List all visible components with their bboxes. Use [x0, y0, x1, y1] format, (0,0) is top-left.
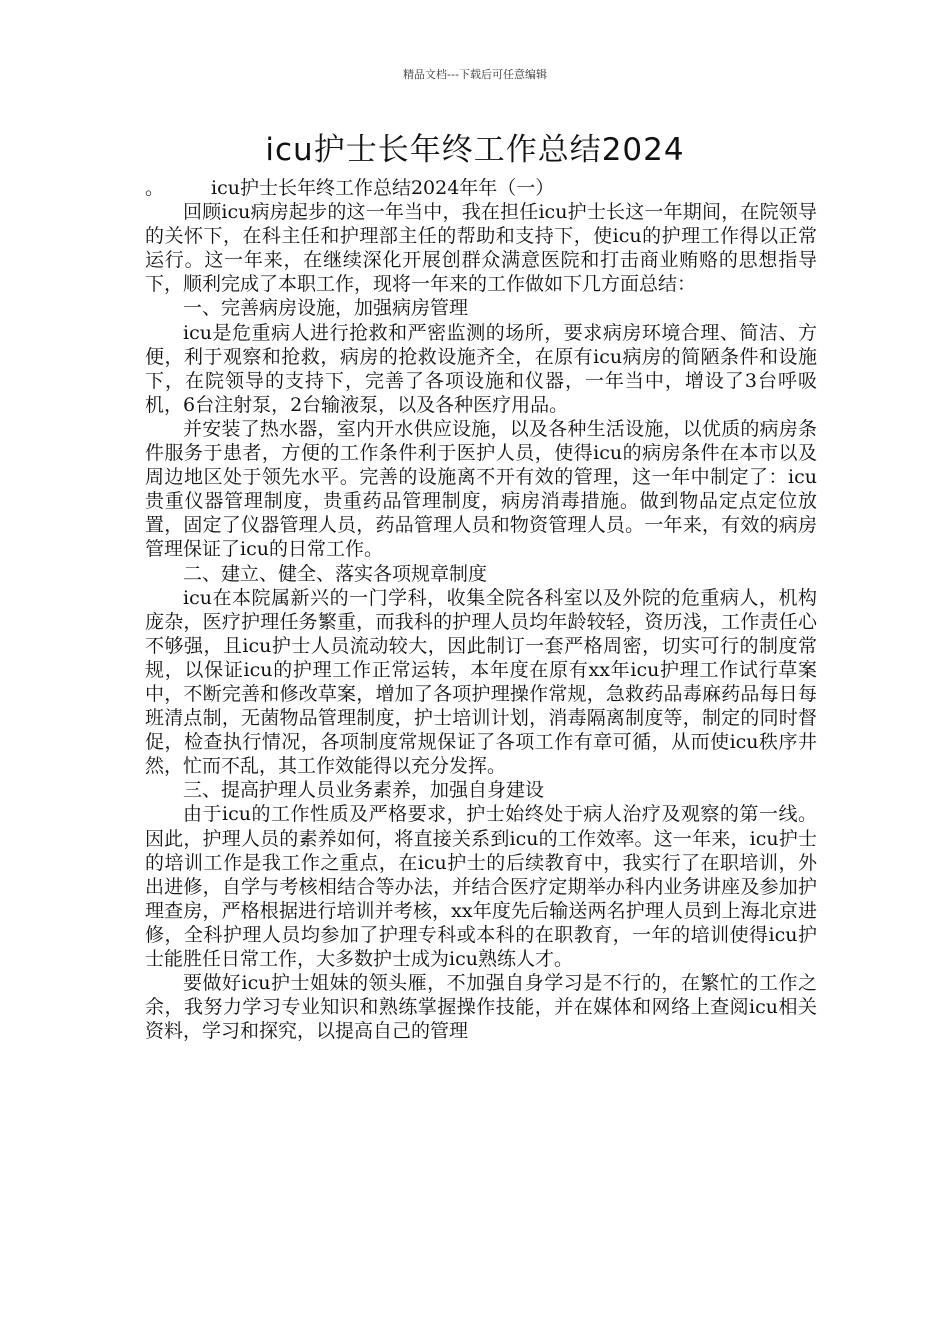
- section-heading-1: 一、完善病房设施，加强病房管理: [183, 297, 469, 320]
- document-title: icu护士长年终工作总结2024: [265, 132, 685, 168]
- paragraph-intro: 回顾icu病房起步的这一年当中，我在担任icu护士长这一年期间，在院领导的关怀下，在科主任和护理部主任的帮助和支持下，使icu的护理工作得以正常运行。这一年来，在继续深化开展创群众满意医院和打击商业贿赂的思想指导下，顺利完成了本职工作，现将一年来的工作做如下几方面总结：: [145, 201, 817, 296]
- section-heading-2: 二、建立、健全、落实各项规章制度: [183, 562, 488, 585]
- subtitle-line: [145, 176, 817, 200]
- paragraph: 由于icu的工作性质及严格要求，护士始终处于病人治疗及观察的第一线。因此，护理人员的素养如何，将直接关系到icu的工作效率。这一年来，icu护士的培训工作是我工作之重点，在icu护士的后续教育中，我实行了在职培训，外出进修，自学与考核相结合等办法，并结合医疗定期举办科内业务讲座及参加护理查房，严格根据进行培训并考核，xx年度先后输送两名护理人员到上海北京进修，全科护理人员均参加了护理专科或本科的在职教育，一年的培训使得icu护士能胜任日常工作，大多数护士成为icu熟练人才。: [145, 803, 817, 970]
- subtitle: icu护士长年终工作总结2024年年（一）: [211, 177, 555, 199]
- paragraph: 并安装了热水器，室内开水供应设施，以及各种生活设施，以优质的病房条件服务于患者，方便的工作条件利于医护人员，使得icu的病房条件在本市以及周边地区处于领先水平。完善的设施离不开有效的管理，这一年中制定了：icu贵重仪器管理制度，贵重药品管理制度，病房消毒措施。做到物品定点定位放置，固定了仪器管理人员，药品管理人员和物资管理人员。一年来，有效的病房管理保证了icu的日常工作。: [145, 417, 817, 561]
- section-heading-3: 三、提高护理人员业务素养，加强自身建设: [183, 779, 545, 802]
- subtitle-dot: 。: [145, 177, 165, 199]
- document-body: [145, 176, 817, 1043]
- paragraph: 要做好icu护士姐妹的领头雁，不加强自身学习是不行的，在繁忙的工作之余，我努力学习专业知识和熟练掌握操作技能，并在媒体和网络上查阅icu相关资料，学习和探究，以提高自己的管理: [145, 972, 817, 1043]
- header-note: 精品文档---下载后可任意编辑: [403, 68, 547, 81]
- paragraph: icu在本院属新兴的一门学科，收集全院各科室以及外院的危重病人，机构庞杂，医疗护理任务繁重，而我科的护理人员均年龄较轻，资历浅，工作责任心不够强，且icu护士人员流动较大，因此制订一套严格周密，切实可行的制度常规，以保证icu的护理工作正常运转，本年度在原有xx年icu护理工作试行草案中，不断完善和修改草案，增加了各项护理操作常规，急救药品毒麻药品每日每班清点制，无菌物品管理制度，护士培训计划，消毒隔离制度等，制定的同时督促，检查执行情况，各项制度常规保证了各项工作有章可循，从而使icu秩序井然，忙而不乱，其工作效能得以充分发挥。: [145, 586, 817, 778]
- paragraph: icu是危重病人进行抢救和严密监测的场所，要求病房环境合理、简洁、方便，利于观察和抢救，病房的抢救设施齐全，在原有icu病房的简陋条件和设施下，在院领导的支持下，完善了各项设施和仪器，一年当中，增设了3台呼吸机，6台注射泵，2台输液泵，以及各种医疗用品。: [145, 321, 817, 416]
